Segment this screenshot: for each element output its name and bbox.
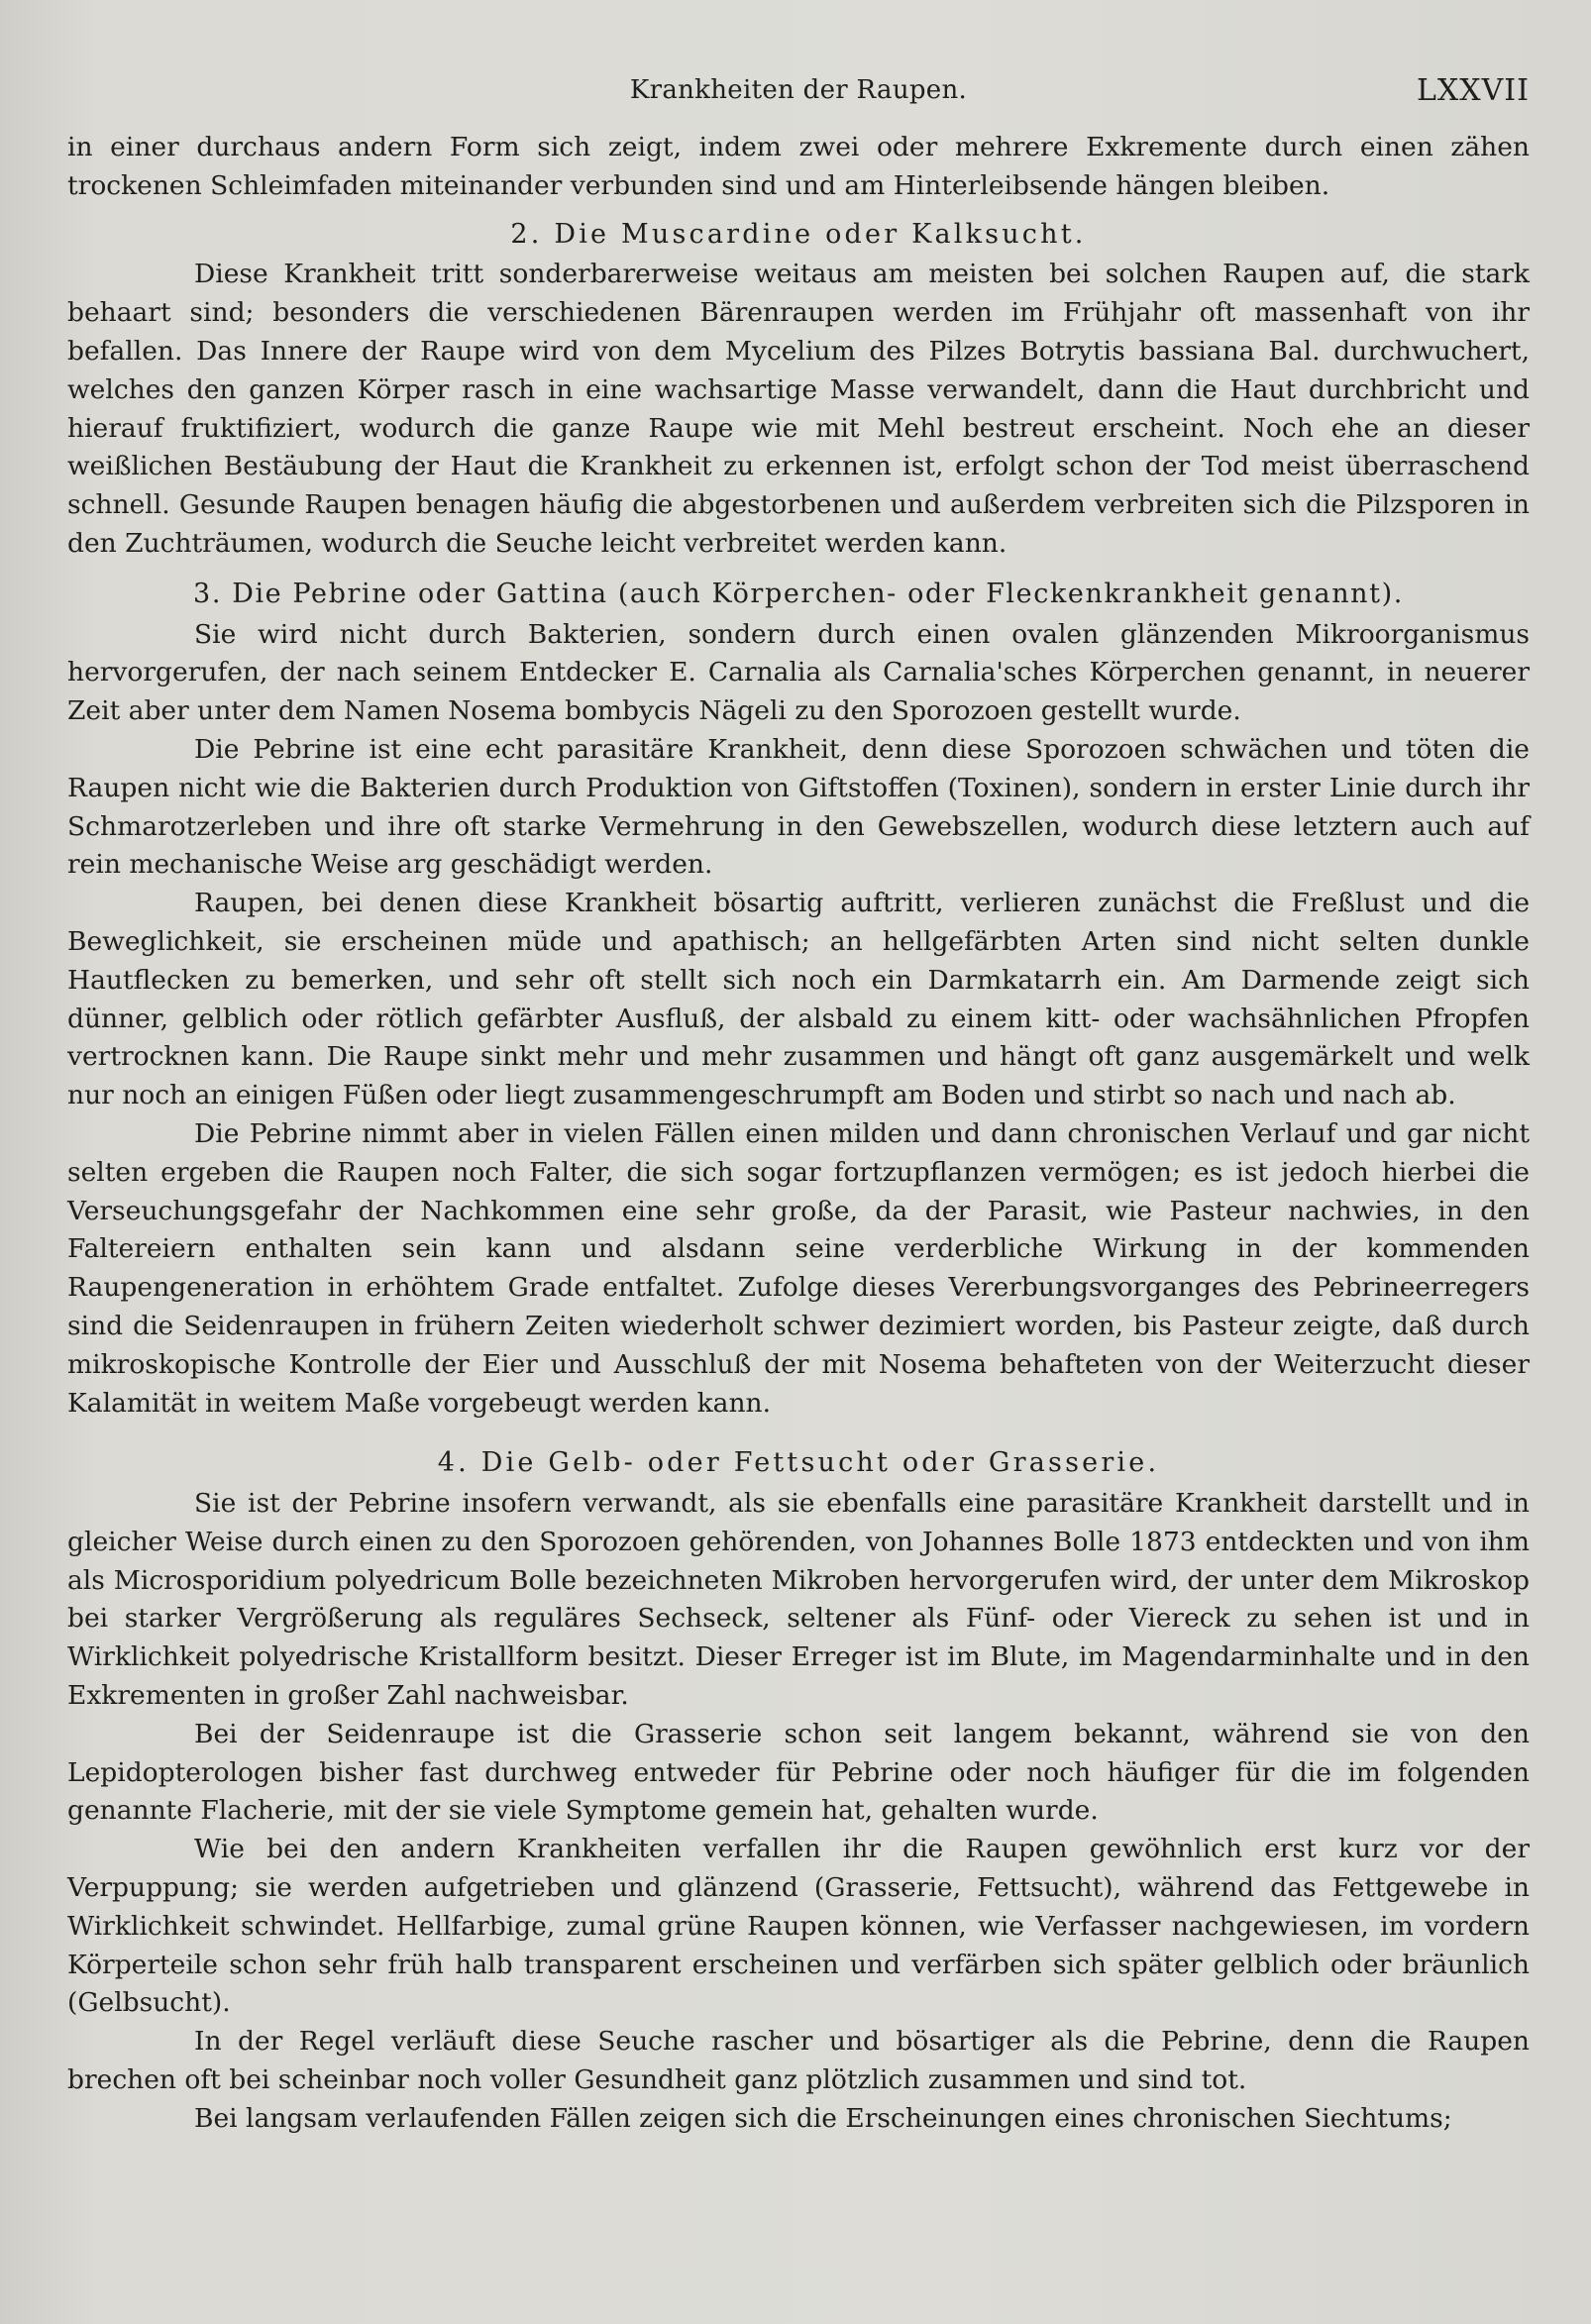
paragraph-grasserie-3: Wie bei den andern Krankheiten verfallen ihr die Raupen gewöhnlich erst kurz vor der Verpuppung; sie werden aufgetrieben und glänzend (Grasserie, Fettsucht), während das Fettgewebe in Wirklichkeit schwindet. Hellfarbige, zumal grüne Raupen können, wie Verfasser nachgewiesen, im vordern Körperteile schon sehr früh halb transparent erscheinen und verfärben sich später gelblich oder bräunlich (Gelbsucht).	[67, 1834, 1530, 2019]
paragraph-pebrine-2: Die Pebrine ist eine echt parasitäre Krankheit, denn diese Sporozoen schwächen und töten die Raupen nicht wie die Bakterien durch Produktion von Giftstoffen (Toxinen), sondern in erster Linie durch ihr Schmarotzerleben und ihre oft starke Vermehrung in den Gewebszellen, wodurch diese letztern auch auf rein mechanische Weise arg geschädigt werden.	[67, 733, 1530, 881]
paragraph-grasserie-4: In der Regel verläuft diese Seuche rascher und bösartiger als die Pebrine, denn die Raupen brechen oft bei scheinbar noch voller Gesundheit ganz plötzlich zusammen und sind tot.	[67, 2026, 1530, 2096]
section-gap	[67, 1423, 1530, 1440]
page-number: LXXVII	[1416, 73, 1530, 108]
paragraph-pebrine-3: Raupen, bei denen diese Krankheit bösartig auftritt, verlieren zunächst die Freßlust und die Beweglichkeit, sie erscheinen müde und apathisch; an hellgefärbten Arten sind nicht selten dunkle Hautflecken zu bemerken, und sehr oft stellt sich noch ein Darmkatarrh ein. Am Darmende zeigt sich dünner, gelblich oder rötlich gefärbter Ausfluß, der alsbald zu einem kitt- oder wachsähnlichen Pfropfen vertrocknen kann. Die Raupe sinkt mehr und mehr zusammen und hängt oft ganz ausgemärkelt und welk nur noch an einigen Füßen oder liegt zusammengeschrumpft am Boden und stirbt so nach und nach ab.	[67, 888, 1530, 1111]
paragraph-grasserie-2: Bei der Seidenraupe ist die Grasserie schon seit langem bekannt, während sie von den Lepidopterologen bisher fast durchweg entweder für Pebrine oder noch häufiger für die im folgenden genannte Flacherie, mit der sie viele Symptome gemein hat, gehalten wurde.	[67, 1718, 1530, 1827]
paragraph-continuation: in einer durchaus andern Form sich zeigt, indem zwei oder mehrere Exkremente durch einen zähen trockenen Schleimfaden miteinander verbunden sind und am Hinterleibsende hängen bleiben.	[67, 132, 1530, 201]
page-header	[67, 67, 1530, 123]
section-heading-grasserie: 4. Die Gelb- oder Fettsucht oder Grasserie.	[437, 1447, 1160, 1479]
paragraph-pebrine-4: Die Pebrine nimmt aber in vielen Fällen einen milden und dann chronischen Verlauf und gar nicht selten ergeben die Raupen noch Falter, die sich sogar fortzupflanzen vermögen; es ist jedoch hierbei die Verseuchungsgefahr der Nachkommen eine sehr große, da der Parasit, wie Pasteur nachwies, in den Faltereiern enthalten sein kann und alsdann seine verderbliche Wirkung in der kommenden Raupengeneration in erhöhtem Grade entfaltet. Zufolge dieses Vererbungsvorganges des Pebrineerregers sind die Seidenraupen in frühern Zeiten wiederholt schwer dezimiert worden, bis Pasteur zeigte, daß durch mikroskopische Kontrolle der Eier und Ausschluß der mit Nosema behafteten von der Weiterzucht dieser Kalamität in weitem Maße vorgebeugt werden kann.	[67, 1117, 1530, 1419]
section-heading-muscardine: 2. Die Muscardine oder Kalksucht.	[510, 218, 1087, 250]
paragraph-muscardine: Diese Krankheit tritt sonderbarerweise weitaus am meisten bei solchen Raupen auf, die stark behaart sind; besonders die verschiedenen Bärenraupen werden im Frühjahr oft massenhaft von ihr befallen. Das Innere der Raupe wird von dem Mycelium des Pilzes Botrytis bassiana Bal. durchwuchert, welches den ganzen Körper rasch in eine wachsartige Masse verwandelt, dann die Haut durchbricht und hierauf fruktifiziert, wodurch die ganze Raupe wie mit Mehl bestreut erscheint. Noch ehe an dieser weißlichen Bestäubung der Haut die Krankheit zu erkennen ist, erfolgt schon der Tod meist überraschend schnell. Gesunde Raupen benagen häufig die abgestorbenen und außerdem verbreiten sich die Pilzsporen in den Zuchträumen, wodurch die Seuche leicht verbreitet werden kann.	[67, 259, 1530, 559]
paragraph-grasserie-5: Bei langsam verlaufenden Fällen zeigen sich die Erscheinungen eines chronischen Siechtums;	[194, 2102, 1452, 2134]
body-text	[67, 129, 1530, 2139]
paragraph-pebrine-1: Sie wird nicht durch Bakterien, sondern durch einen ovalen glänzenden Mikroorganismus hervorgerufen, der nach seinem Entdecker E. Carnalia als Carnalia'sches Körperchen genannt, in neuerer Zeit aber unter dem Namen Nosema bombycis Nägeli zu den Sporozoen gestellt wurde.	[67, 618, 1530, 727]
section-heading-pebrine: 3. Die Pebrine oder Gattina (auch Körperchen- oder Fleckenkrankheit genannt).	[193, 578, 1404, 609]
running-title: Krankheiten der Raupen.	[629, 75, 968, 105]
paragraph-grasserie-1: Sie ist der Pebrine insofern verwandt, als sie ebenfalls eine parasitäre Krankheit darstellt und in gleicher Weise durch einen zu den Sporozoen gehörenden, von Johannes Bolle 1873 entdeckten und von ihm als Microsporidium polyedricum Bolle bezeichneten Mikroben hervorgerufen wird, der unter dem Mikroskop bei starker Vergrößerung als reguläres Sechseck, seltener als Fünf- oder Viereck zu sehen ist und in Wirklichkeit polyedrische Kristallform besitzt. Dieser Erreger ist im Blute, im Magendarminhalte und in den Exkrementen in großer Zahl nachweisbar.	[67, 1488, 1530, 1712]
